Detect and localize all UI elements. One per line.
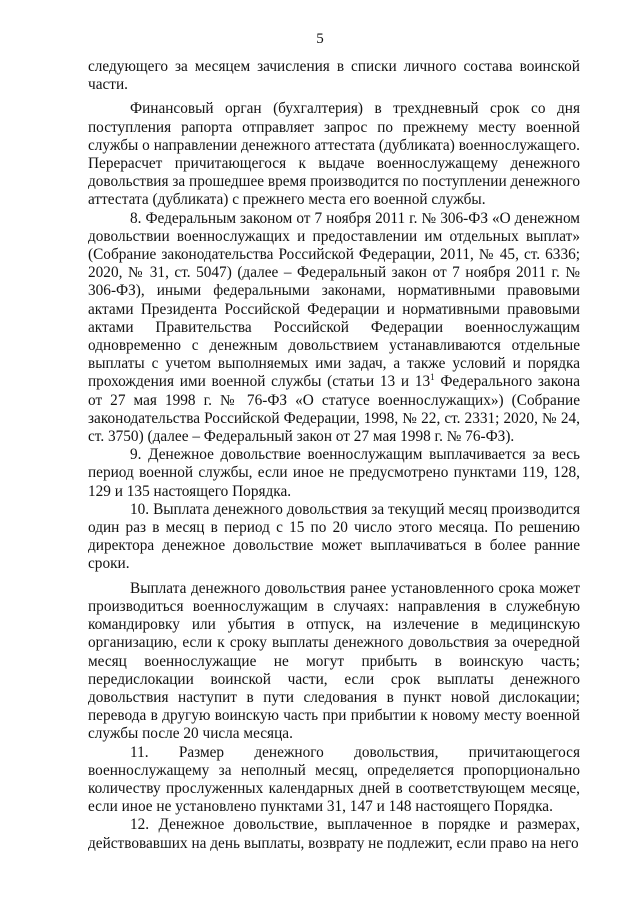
paragraph-item-11: 11. Размер денежного довольствия, причитающегося военнослужащему за неполный месяц, определяется пропорционально количеству прослуженных календарных дней в соответствующем месяце, если иное не установлено пунктами 31, 147 и 148 настоящего Порядка.: [88, 743, 580, 816]
paragraph-early-payment: Выплата денежного довольствия ранее установленного срока может производиться военнослужащим в случаях: направления в служебную командировку или убытия в отпуск, на излечение в медицинскую организацию, если к сроку выплаты денежного довольствия за очередной месяц военнослужащие не могут прибыть в воинскую часть; передислокации воинской части, если срок выплаты денежного довольствия наступит в пути следования в пункт новой дислокации; перевода в другую воинскую часть при прибытии к новому месту военной службы после 20 числа месяца.: [88, 579, 580, 743]
paragraph-item-9: 9. Денежное довольствие военнослужащим выплачивается за весь период военной службы, если иное не предусмотрено пунктами 119, 128, 129 и 135 настоящего Порядка.: [88, 446, 580, 500]
paragraph-finance-request: Финансовый орган (бухгалтерия) в трехдневный срок со дня поступления рапорта отправляет запрос по прежнему месту военной службы о направлении денежного аттестата (дубликата) военнослужащего. Перерасчет причитающегося к выдаче военнослужащему денежного довольствия за прошедшее время производится по поступлении денежного аттестата (дубликата) с прежнего места его военной службы.: [88, 100, 580, 209]
item-8-text-b: Федерального закона от 27 мая 1998 г. № 76-ФЗ «О статусе военнослужащих») (Собрание законодательства Российской Федерации, 1998, № 22, ст. 2331; 2020, № 24, ст. 3750) (далее – Федеральный закон от 27 мая 1998 г. № 76-ФЗ).: [88, 373, 580, 446]
paragraph-item-10: 10. Выплата денежного довольствия за текущий месяц производится один раз в месяц в период с 15 по 20 число этого месяца. По решению директора денежное довольствие может выплачиваться в более ранние сроки.: [88, 500, 580, 573]
paragraph-item-12: 12. Денежное довольствие, выплаченное в порядке и размерах, действовавших на день выплаты, возврату не подлежит, если право на него: [88, 816, 580, 852]
document-body: [88, 58, 580, 853]
item-8-superscript: 1: [430, 372, 435, 383]
paragraph-item-8: [88, 210, 580, 447]
item-8-text-a: 8. Федеральным законом от 7 ноября 2011 г. № 306-ФЗ «О денежном довольствии военнослужащих и предоставлении им отдельных выплат» (Собрание законодательства Российской Федерации, 2011, № 45, ст. 6336; 2020, № 31, ст. 5047) (далее – Федеральный закон от 7 ноября 2011 г. № 306-ФЗ), иными федеральными законами, нормативными правовыми актами Президента Российской Федерации и нормативными правовыми актами Правительства Российской Федерации военнослужащим одновременно с денежным довольствием устанавливаются отдельные выплаты с учетом выполняемых ими задач, а также условий и порядка прохождения ими военной службы (статьи 13 и 13: [88, 209, 580, 391]
page-number: 5: [316, 31, 324, 47]
paragraph-continuation: следующего за месяцем зачисления в списки личного состава воинской части.: [88, 58, 580, 94]
